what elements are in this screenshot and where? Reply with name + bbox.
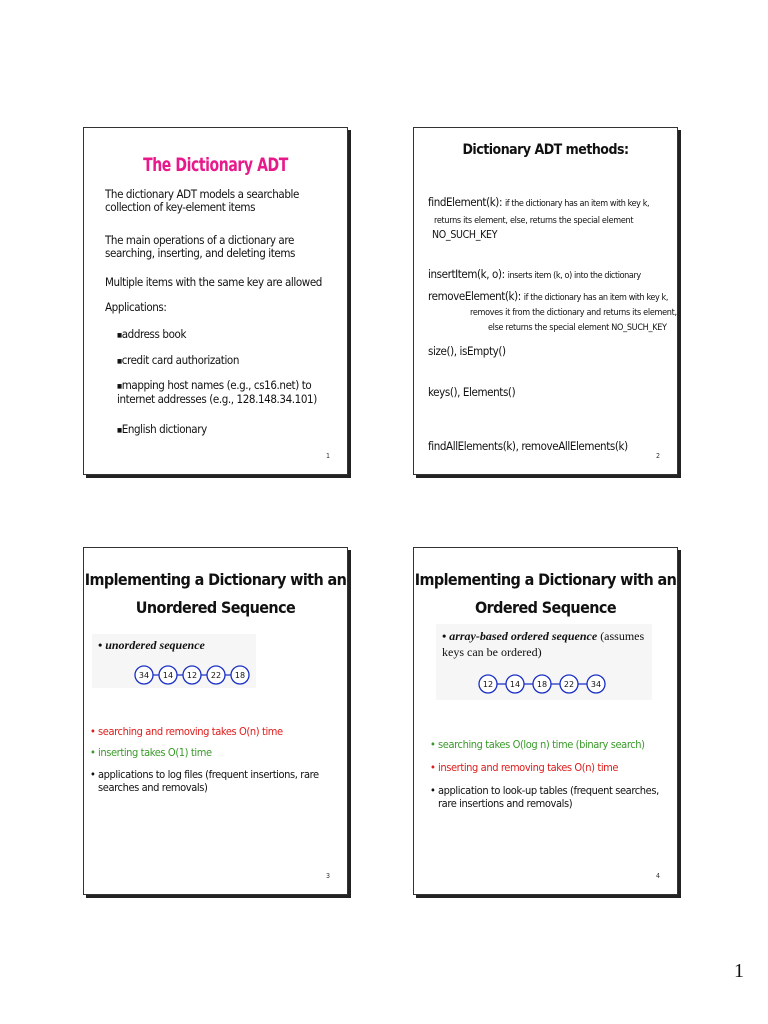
slide-dictionary-adt [83,127,348,475]
sequence-node-value: 18 [234,671,246,680]
page-number: 1 [734,960,744,982]
array-sequence [436,624,652,700]
bullet-item: • application to look-up tables (frequent searches, rare insertions and removals) [430,784,659,810]
square-bullet-icon: ■ [117,427,122,434]
sequence-node-value: 18 [536,680,548,689]
sequence-diagram [92,634,256,688]
sequence-node-value: 14 [509,680,521,689]
slide-unordered-sequence [83,547,348,895]
sequence-node-value: 22 [210,671,222,680]
sequence-node-value: 14 [162,671,174,680]
sequence-diagram [436,624,652,700]
linked-sequence [92,634,256,688]
sequence-node-value: 22 [563,680,575,689]
diagram-label: • array-based ordered sequence (assumes keys can be ordered) [442,629,645,659]
method-description: NO_SUCH_KEY [432,229,498,241]
list-item: ■address book [117,327,187,341]
method-description: else returns the special element NO_SUCH_KEY [488,323,667,333]
slide-ordered-sequence [413,547,678,895]
slide-number: 1 [325,452,330,460]
sequence-node-value: 12 [186,671,198,680]
method-find-all: findAllElements(k), removeAllElements(k) [428,439,628,453]
square-bullet-icon: ■ [117,332,122,339]
method-description: removes it from the dictionary and returns its element, [470,308,677,318]
method-find-element: findElement(k): if the dictionary has an item with key k, [428,195,650,209]
list-item: ■English dictionary [117,422,207,436]
bullet-item: • searching takes O(log n) time (binary search) [430,738,645,751]
method-insert-item: insertItem(k, o): inserts item (k, o) into the dictionary [428,267,641,281]
slide-title: Dictionary ADT methods: [462,142,629,158]
square-bullet-icon: ■ [117,383,122,390]
bullet-item: • applications to log files (frequent insertions, rare searches and removals) [90,768,319,794]
slide-title: Implementing a Dictionary with an Unordered Sequence [84,570,347,617]
sequence-node-value: 34 [138,671,150,680]
method-remove-element: removeElement(k): if the dictionary has an item with key k, [428,289,669,303]
slide-title: The Dictionary ADT [143,154,288,176]
slide-dictionary-methods [413,127,678,475]
diagram-label: • unordered sequence [98,638,205,652]
slide-number: 2 [655,452,660,460]
sequence-node-value: 12 [482,680,494,689]
method-size: size(), isEmpty() [428,344,506,358]
sequence-node-value: 34 [590,680,602,689]
method-description: returns its element, else, returns the special element [434,216,634,226]
method-keys: keys(), Elements() [428,385,516,399]
paragraph: The main operations of a dictionary are searching, inserting, and deleting items [105,233,296,260]
paragraph: Multiple items with the same key are allowed [105,275,322,289]
paragraph: The dictionary ADT models a searchable collection of key-element items [105,187,299,214]
paragraph: Applications: [105,300,167,314]
slide-title: Implementing a Dictionary with an Ordered Sequence [414,570,677,617]
bullet-item: • inserting takes O(1) time [90,746,212,759]
square-bullet-icon: ■ [117,358,122,365]
slide-number: 3 [325,872,330,880]
bullet-item: • searching and removing takes O(n) time [90,725,283,738]
list-item: ■mapping host names (e.g., cs16.net) to internet addresses (e.g., 128.148.34.101) [117,378,317,406]
list-item: ■credit card authorization [117,353,240,367]
bullet-item: • inserting and removing takes O(n) time [430,761,619,774]
slide-number: 4 [655,872,660,880]
